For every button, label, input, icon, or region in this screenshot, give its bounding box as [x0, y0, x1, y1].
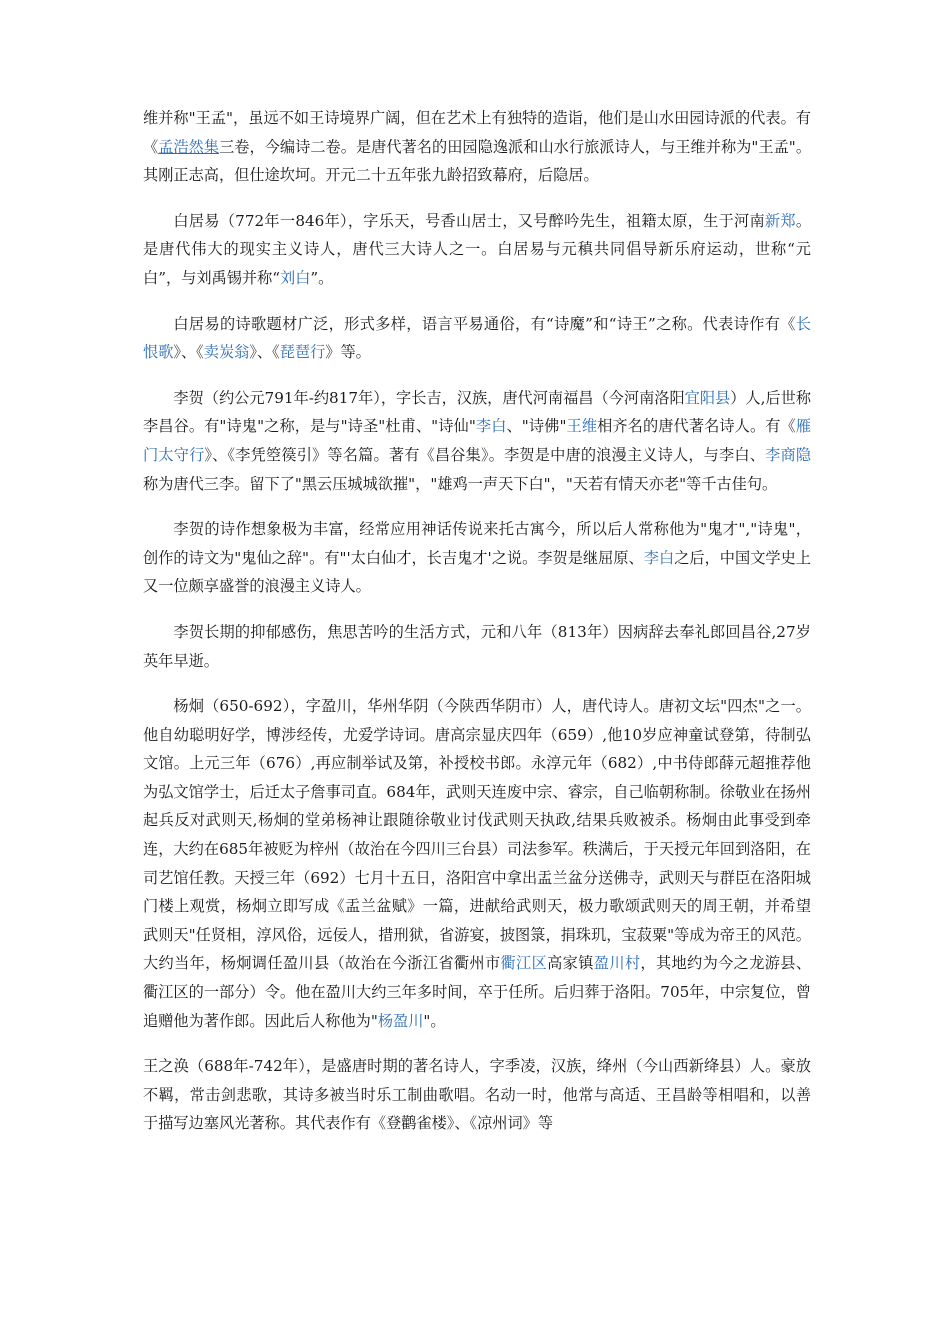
hyperlink[interactable]: 李商隐	[765, 445, 812, 464]
hyperlink[interactable]: 卖炭翁	[203, 343, 250, 362]
hyperlink[interactable]: 宜阳县	[684, 388, 731, 407]
document-body	[143, 104, 811, 1155]
hyperlink[interactable]: 盈川村	[593, 954, 641, 973]
paragraph	[143, 310, 811, 367]
text-run: 》、《李凭箜篌引》等名篇。著有《昌谷集》。李贺是中唐的浪漫主义诗人，与李白、	[204, 445, 766, 464]
text-run: "。	[423, 1011, 446, 1030]
hyperlink[interactable]: 杨盈川	[377, 1011, 424, 1030]
hyperlink[interactable]: 雁门太守行	[143, 417, 812, 464]
hyperlink[interactable]: 琵琶行	[279, 343, 326, 362]
text-run: 》等。	[325, 343, 371, 362]
hyperlink[interactable]: 新郑	[764, 211, 796, 230]
hyperlink[interactable]: 长恨歌	[143, 314, 811, 362]
text-run: 之后，中国文学史上又一位颇享盛誉的浪漫主义诗人。	[143, 548, 812, 596]
text-run: 三卷，今编诗二卷。是唐代著名的田园隐逸派和山水行旅派诗人，与王维并称为"王孟"。其刚正志高，但仕途坎坷。开元二十五年张九龄招致幕府，后隐居。	[143, 137, 812, 185]
text-run: 》、《	[173, 343, 204, 362]
text-run: 李贺（约公元791年-约817年），字长吉，汉族，唐代河南福昌（今河南洛阳	[173, 388, 685, 407]
hyperlink[interactable]: 衢江区	[500, 954, 548, 973]
paragraph	[143, 1052, 811, 1138]
text-run: ）人,后世称李昌谷。有"诗鬼"之称，是与"诗圣"杜甫、"诗仙"	[143, 388, 812, 436]
text-run: ”。	[310, 268, 334, 287]
text-run: 王之涣（688年-742年），是盛唐时期的著名诗人，字季凌，汉族，绛州（今山西新绛县）人。豪放不羁，常击剑悲歌，其诗多被当时乐工制曲歌唱。名动一时，他常与高适、王昌龄等相唱和，以善于描写边塞风光著称。其代表作有《登鹳雀楼》、《凉州词》等	[143, 1057, 811, 1133]
hyperlink[interactable]: 李白	[475, 417, 507, 436]
paragraph	[143, 692, 811, 1035]
hyperlink[interactable]: 李白	[643, 548, 675, 567]
text-run: 》、《	[249, 343, 280, 362]
paragraph	[143, 618, 811, 675]
hyperlink[interactable]: 刘白	[280, 268, 311, 287]
text-run: 白居易（772年一846年），字乐天，号香山居士，又号醉吟先生，祖籍太原，生于河南	[173, 211, 765, 230]
text-run: 、"诗佛"	[506, 417, 567, 436]
text-run: 维并称"王孟"，虽远不如王诗境界广阔，但在艺术上有独特的造诣，他们是山水田园诗派的代表。有《	[143, 109, 811, 156]
text-run: ，其地约为今之龙游县、衢江区的一部分）令。他在盈川大约三年多时间，卒于任所。后归葬于洛阳。705年，中宗复位，曾追赠他为著作郎。因此后人称他为"	[143, 954, 812, 1030]
text-run: 称为唐代三李。留下了"黑云压城城欲摧"，"雄鸡一声天下白"，"天若有情天亦老"等千古佳句。	[143, 474, 778, 493]
hyperlink[interactable]: 孟浩然集	[158, 137, 220, 156]
text-run: 。是唐代伟大的现实主义诗人，唐代三大诗人之一。白居易与元稹共同倡导新乐府运动，世称“元白”，与刘禹锡并称“	[143, 211, 811, 287]
paragraph	[143, 515, 811, 601]
text-run: 高家镇	[547, 954, 594, 973]
text-run: 白居易的诗歌题材广泛，形式多样，语言平易通俗，有“诗魔”和“诗王”之称。代表诗作有《	[173, 314, 796, 333]
text-run: 李贺的诗作想象极为丰富，经常应用神话传说来托古寓今，所以后人常称他为"鬼才","诗鬼"，创作的诗文为"鬼仙之辞"。有"'太白仙才，长吉鬼才'之说。李贺是继屈原、	[143, 520, 811, 567]
text-run: 李贺长期的抑郁感伤，焦思苦吟的生活方式，元和八年（813年）因病辞去奉礼郎回昌谷,27岁英年早逝。	[143, 622, 811, 670]
paragraph	[143, 384, 811, 498]
text-run: 杨炯（650-692），字盈川，华州华阴（今陕西华阴市）人，唐代诗人。唐初文坛"四杰"之一。他自幼聪明好学，博涉经传，尤爱学诗词。唐高宗显庆四年（659）,他10岁应神童试登第，待制弘文馆。上元三年（676）,再应制举试及第，补授校书郎。永淳元年（682）,中书侍郎薛元超推荐他为弘文馆学士，后迁太子詹事司直。684年，武则天连废中宗、睿宗，自己临朝称制。徐敬业在扬州起兵反对武则天,杨炯的堂弟杨神让跟随徐敬业讨伐武则天执政,结果兵败被杀。杨炯由此事受到牵连，大约在685年被贬为梓州（故治在今四川三台县）司法参军。秩满后，于天授元年回到洛阳，在司艺馆任教。天授三年（692）七月十五日，洛阳宫中拿出盂兰盆分送佛寺，武则天与群臣在洛阳城门楼上观赏，杨炯立即写成《盂兰盆赋》一篇，进献给武则天，极力歌颂武则天的周王朝，并希望武则天"任贤相，淳风俗，远佞人，措刑狱，省游宴，披图箓，捐珠玑，宝菽粟"等成为帝王的风范。大约当年，杨炯调任盈川县（故治在今浙江省衢州市	[143, 697, 811, 973]
text-run: 相齐名的唐代著名诗人。有《	[597, 417, 796, 436]
paragraph	[143, 207, 811, 293]
paragraph	[143, 104, 811, 190]
hyperlink[interactable]: 王维	[566, 417, 598, 436]
